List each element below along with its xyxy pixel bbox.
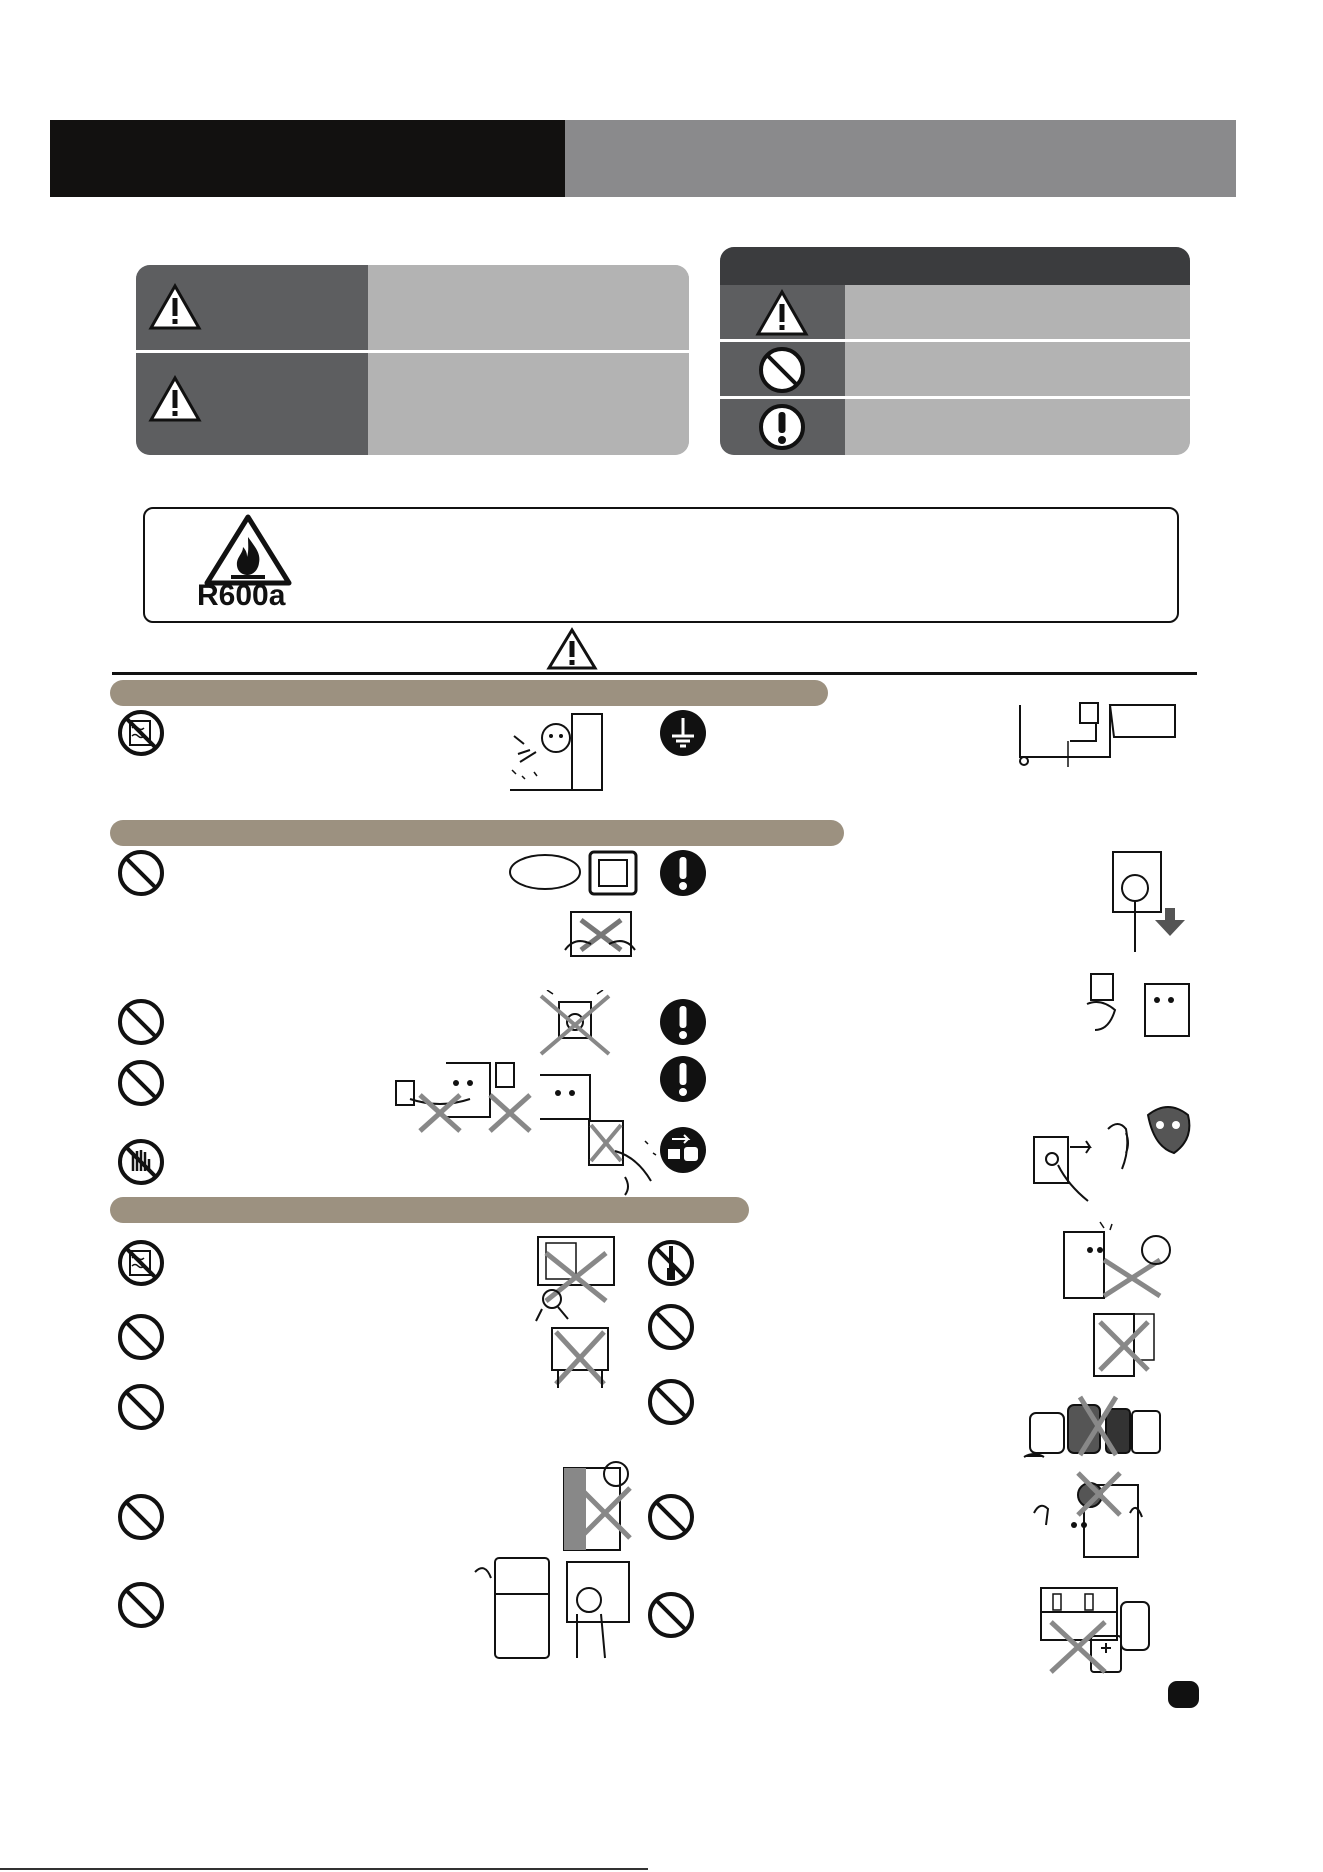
illustration-falling-objects	[1030, 1465, 1145, 1560]
illustration-damaged-cord	[390, 1055, 600, 1135]
legend-description-cell	[368, 353, 689, 455]
no-disassembly-icon	[646, 1238, 696, 1288]
flammable-warning-icon	[203, 513, 293, 587]
illustration-fridge-door-open	[465, 1552, 635, 1662]
legend-description-cell	[368, 265, 689, 350]
warning-triangle-icon	[148, 283, 202, 331]
prohibited-icon	[116, 1312, 166, 1362]
legend-symbol-row-mandatory	[720, 399, 1190, 455]
legend-symbol-cell	[720, 342, 845, 396]
legend-symbols-box	[720, 247, 1190, 455]
prohibited-icon	[116, 848, 166, 898]
illustration-medicine-storage	[1035, 1582, 1155, 1677]
section-bar-2	[110, 820, 844, 846]
earth-ground-icon	[658, 708, 708, 758]
illustration-clean-plug	[1030, 1095, 1200, 1205]
prohibited-icon	[646, 1302, 696, 1352]
no-water-spray-icon	[116, 708, 166, 758]
mandatory-exclamation-icon	[658, 997, 708, 1047]
illustration-damaged-plug	[1085, 968, 1195, 1043]
legend-symbol-description	[845, 399, 1190, 455]
prohibited-icon	[116, 1058, 166, 1108]
no-wet-hands-icon	[116, 1137, 166, 1187]
prohibited-icon	[116, 1382, 166, 1432]
illustration-repair-injury	[1060, 1220, 1180, 1300]
prohibited-icon	[646, 1590, 696, 1640]
refrigerant-label: R600a	[197, 579, 286, 612]
illustration-dedicated-outlet	[505, 850, 665, 965]
prohibited-icon	[646, 1492, 696, 1542]
illustration-fridge-door	[548, 1322, 613, 1390]
header-title-bar	[50, 120, 565, 197]
legend-row-caution	[136, 353, 689, 455]
mandatory-exclamation-icon	[658, 1054, 708, 1104]
legend-symbol-description	[845, 342, 1190, 396]
prohibited-icon	[646, 1377, 696, 1427]
illustration-unplug-downward	[1095, 848, 1195, 958]
legend-symbol-cell	[720, 285, 845, 339]
illustration-grounded-outlet	[1010, 695, 1185, 767]
illustration-wet-hand-plug	[585, 1117, 660, 1197]
header-subtitle-bar	[565, 120, 1236, 197]
legend-symbol-description	[845, 285, 1190, 339]
legend-warning-caution-box	[136, 265, 689, 455]
footer-line	[0, 1868, 648, 1870]
legend-symbol-row-warning	[720, 285, 1190, 339]
section-divider-rule	[112, 672, 1197, 675]
warning-triangle-icon	[546, 627, 598, 671]
warning-triangle-icon	[148, 375, 202, 423]
illustration-flammable-containers	[1020, 1395, 1165, 1460]
page-number-badge	[1168, 1681, 1199, 1708]
warning-triangle-icon	[755, 289, 809, 337]
legend-symbol-row-prohibited	[720, 342, 1190, 396]
refrigerant-notice-box	[143, 507, 1179, 623]
legend-symbols-header	[720, 247, 1190, 285]
section-bar-1	[110, 680, 828, 706]
mandatory-exclamation-icon	[658, 848, 708, 898]
illustration-open-fridge	[1090, 1308, 1160, 1383]
illustration-water-spray	[500, 710, 608, 802]
illustration-child-on-fridge	[560, 1458, 635, 1553]
mandatory-exclamation-icon	[757, 402, 807, 452]
prohibited-icon	[116, 1492, 166, 1542]
prohibited-icon	[757, 345, 807, 395]
legend-label-cell	[136, 353, 368, 455]
prohibited-icon	[116, 997, 166, 1047]
legend-symbol-cell	[720, 399, 845, 455]
illustration-spray-water-inside	[528, 1233, 623, 1323]
prohibited-icon	[116, 1580, 166, 1630]
no-water-spray-icon	[116, 1238, 166, 1288]
illustration-loose-outlet	[535, 990, 615, 1060]
legend-label-cell	[136, 265, 368, 350]
unplug-icon	[658, 1125, 708, 1175]
section-bar-3	[110, 1197, 749, 1223]
legend-row-warning	[136, 265, 689, 350]
